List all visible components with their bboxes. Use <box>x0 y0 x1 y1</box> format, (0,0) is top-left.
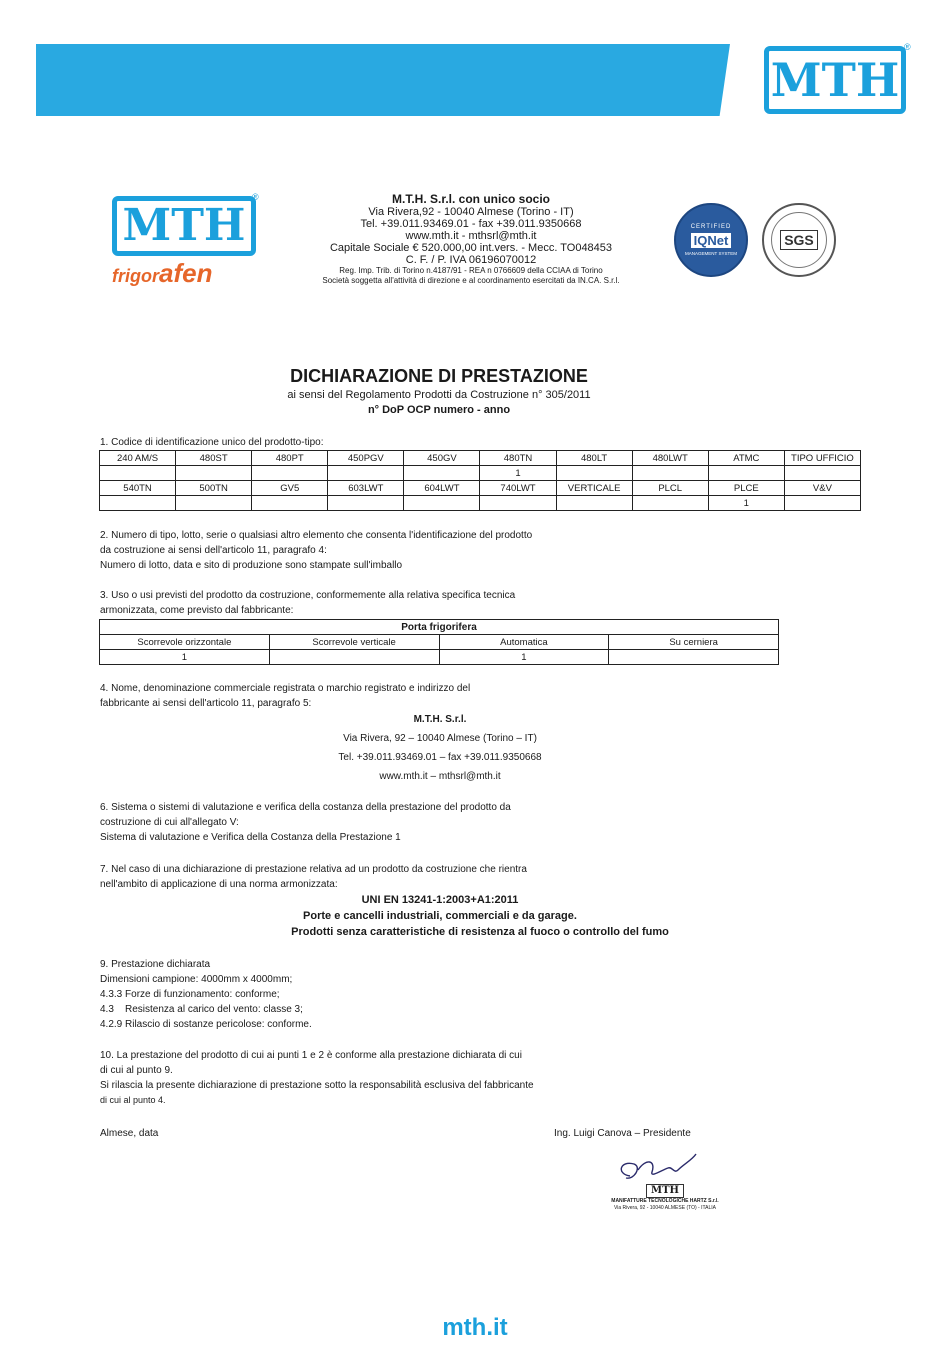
table-cell <box>176 466 252 481</box>
table-cell: 1 <box>480 466 556 481</box>
s4-phone: Tel. +39.011.93469.01 – fax +39.011.9350668 <box>338 752 542 763</box>
s3-line: 3. Uso o usi previsti del prodotto da costruzione, conformemente alla relativa specifica tecnica <box>100 590 516 601</box>
table-row <box>100 635 779 650</box>
s4-web: www.mth.it – mthsrl@mth.it <box>379 771 501 782</box>
stamp-line2: Via Rivera, 92 - 10040 ALMESE (TO) - ITALIA <box>614 1205 716 1211</box>
table-cell: PLCE <box>708 481 784 496</box>
s4-address: Via Rivera, 92 – 10040 Almese (Torino – IT) <box>343 733 537 744</box>
table-row <box>100 481 861 496</box>
table-cell: 240 AM/S <box>100 451 176 466</box>
table-cell: 740LWT <box>480 481 556 496</box>
iqnet-top-text: CERTIFIED <box>690 224 732 230</box>
table-row <box>100 650 779 665</box>
section-2 <box>100 528 532 573</box>
section-6 <box>100 800 511 845</box>
header-vat: C. F. / P. IVA 06196070012 <box>405 254 537 266</box>
s7-norm: UNI EN 13241-1:2003+A1:2011 <box>361 894 519 906</box>
s6-line: 6. Sistema o sistemi di valutazione e verifica della costanza della prestazione del prodotto da <box>100 802 511 813</box>
table-cell: 480ST <box>176 451 252 466</box>
table-cell <box>632 466 708 481</box>
table-cell: Su cerniera <box>609 635 779 650</box>
stamp <box>600 1180 730 1212</box>
s2-line: 2. Numero di tipo, lotto, serie o qualsiasi altro elemento che consenta l'identificazione del prodotto <box>100 530 533 541</box>
s1-label: 1. Codice di identificazione unico del prodotto-tipo: <box>100 437 324 448</box>
s9-line: Dimensioni campione: 4000mm x 4000mm; <box>100 974 293 985</box>
table-cell <box>328 496 404 511</box>
s4-line: fabbricante ai sensi dell'articolo 11, paragrafo 5: <box>100 698 312 709</box>
table-cell <box>480 496 556 511</box>
s6-line: costruzione di cui all'allegato V: <box>100 817 239 828</box>
s4-line: 4. Nome, denominazione commerciale registrata o marchio registrato e indirizzo del <box>100 683 471 694</box>
table-title-cell: Porta frigorifera <box>100 620 779 635</box>
table-cell: PLCL <box>632 481 708 496</box>
table-cell: Automatica <box>439 635 609 650</box>
table-cell: 1 <box>708 496 784 511</box>
s2-line: Numero di lotto, data e sito di produzione sono stampate sull'imballo <box>100 560 403 571</box>
s7-desc1: Porte e cancelli industriali, commerciali e da garage. <box>303 910 577 922</box>
table-row <box>100 620 779 635</box>
s9-line: 9. Prestazione dichiarata <box>100 959 211 970</box>
section-9 <box>100 957 312 1032</box>
sgs-label: SGS <box>780 230 818 250</box>
intended-use-table <box>99 619 779 665</box>
table-cell <box>100 466 176 481</box>
table-cell: VERTICALE <box>556 481 632 496</box>
s6-line: Sistema di valutazione e Verifica della Costanza della Prestazione 1 <box>100 832 401 843</box>
table-cell: 500TN <box>176 481 252 496</box>
header-address: Via Rivera,92 - 10040 Almese (Torino - IT) <box>368 206 574 218</box>
top-banner <box>36 44 730 116</box>
table-row <box>100 496 861 511</box>
table-cell: GV5 <box>252 481 328 496</box>
s9-line: 4.2.9 Rilascio di sostanze pericolose: conforme. <box>100 1019 312 1030</box>
s7-line: 7. Nel caso di una dichiarazione di prestazione relativa ad un prodotto da costruzione che rientra <box>100 864 527 875</box>
header-direction: Società soggetta all'attività di direzione e al coordinamento esercitati da IN.CA. S.r.l. <box>322 276 620 285</box>
table-cell: 480TN <box>480 451 556 466</box>
table-row <box>100 466 861 481</box>
iqnet-bottom-text: MANAGEMENT SYSTEM <box>685 251 737 256</box>
s9-line: 4.3.3 Forze di funzionamento: conforme; <box>100 989 280 1000</box>
header-phone: Tel. +39.011.93469.01 - fax +39.011.9350668 <box>360 218 582 230</box>
doc-dop-number: n° DoP OCP numero - anno <box>367 404 511 416</box>
iqnet-seal <box>674 203 748 277</box>
top-logo-registered: ® <box>904 42 911 52</box>
s3-line: armonizzata, come previsto dal fabbricante: <box>100 605 294 616</box>
table-cell <box>632 496 708 511</box>
frigorafen-logo <box>112 258 262 289</box>
table-cell <box>556 496 632 511</box>
table-cell <box>328 466 404 481</box>
table-cell <box>556 466 632 481</box>
doc-subtitle: ai sensi del Regolamento Prodotti da Costruzione n° 305/2011 <box>287 389 591 401</box>
table-cell <box>609 650 779 665</box>
table-cell: 540TN <box>100 481 176 496</box>
table-cell <box>176 496 252 511</box>
table-cell <box>404 496 480 511</box>
section-7 <box>100 862 527 892</box>
header-web: www.mth.it - mthsrl@mth.it <box>405 230 537 242</box>
table-cell <box>784 496 860 511</box>
table-cell <box>252 496 328 511</box>
table-cell: 603LWT <box>328 481 404 496</box>
s10-line: Si rilascia la presente dichiarazione di prestazione sotto la responsabilità esclusiva del fabbricante <box>100 1080 534 1091</box>
table-cell <box>100 496 176 511</box>
product-code-table <box>99 450 861 511</box>
table-cell: TIPO UFFICIO <box>784 451 860 466</box>
company-logo-registered: ® <box>252 192 259 202</box>
stamp-logo: MTH <box>646 1184 684 1198</box>
sgs-seal <box>762 203 836 277</box>
table-cell: 480PT <box>252 451 328 466</box>
table-cell: 604LWT <box>404 481 480 496</box>
section-4 <box>100 681 470 711</box>
iqnet-label: IQNet <box>691 233 732 248</box>
s4-company: M.T.H. S.r.l. <box>413 714 467 725</box>
table-cell <box>269 650 439 665</box>
header-registry: Reg. Imp. Trib. di Torino n.4187/91 - REA n 0766609 della CCIAA di Torino <box>339 266 603 275</box>
table-cell: Scorrevole orizzontale <box>100 635 270 650</box>
company-mth-logo: MTH <box>112 196 256 256</box>
s2-line: da costruzione ai sensi dell'articolo 11, paragrafo 4: <box>100 545 327 556</box>
table-cell <box>708 466 784 481</box>
frigor-text: frigor <box>112 266 159 286</box>
s10-line: 10. La prestazione del prodotto di cui ai punti 1 e 2 è conforme alla prestazione dichiarata di cui <box>100 1050 522 1061</box>
s10-line: di cui al punto 9. <box>100 1065 173 1076</box>
table-cell: V&V <box>784 481 860 496</box>
table-row <box>100 451 861 466</box>
header-capital: Capitale Sociale € 520.000,00 int.vers. - Mecc. TO048453 <box>329 242 613 254</box>
table-cell <box>252 466 328 481</box>
place-date: Almese, data <box>100 1128 159 1139</box>
section-3 <box>100 588 515 618</box>
footer-site: mth.it <box>442 1314 508 1341</box>
section-10 <box>100 1048 534 1108</box>
s7-desc2: Prodotti senza caratteristiche di resistenza al fuoco o controllo del fumo <box>291 926 669 938</box>
table-cell: 1 <box>439 650 609 665</box>
doc-title: DICHIARAZIONE DI PRESTAZIONE <box>290 366 588 386</box>
table-cell: ATMC <box>708 451 784 466</box>
company-header <box>262 192 680 286</box>
table-cell: 480LT <box>556 451 632 466</box>
header-company-name: M.T.H. S.r.l. con unico socio <box>391 192 551 206</box>
table-cell: 450GV <box>404 451 480 466</box>
table-cell: 450PGV <box>328 451 404 466</box>
signatory: Ing. Luigi Canova – Presidente <box>554 1128 691 1139</box>
table-cell: 1 <box>100 650 270 665</box>
s7-line: nell'ambito di applicazione di una norma armonizzata: <box>100 879 338 890</box>
top-mth-logo: MTH <box>764 46 906 114</box>
s9-line: 4.3 Resistenza al carico del vento: classe 3; <box>100 1004 303 1015</box>
table-cell: Scorrevole verticale <box>269 635 439 650</box>
s10-line: di cui al punto 4. <box>100 1095 166 1105</box>
table-cell <box>784 466 860 481</box>
table-cell <box>404 466 480 481</box>
afen-text: afen <box>159 258 213 288</box>
stamp-line1: MANIFATTURE TECNOLOGICHE HARTZ S.r.l. <box>611 1198 719 1204</box>
table-cell: 480LWT <box>632 451 708 466</box>
